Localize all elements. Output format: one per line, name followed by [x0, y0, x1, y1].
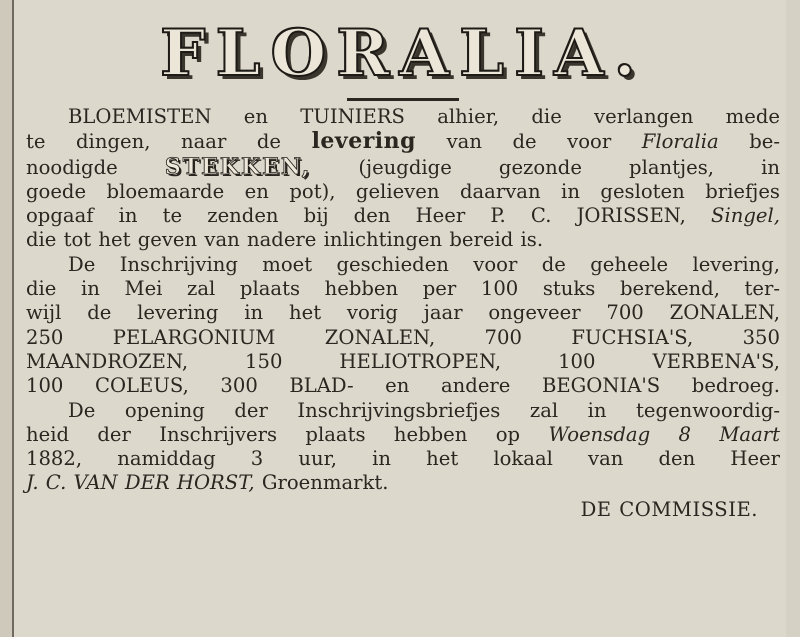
- paragraph-3: [26, 399, 780, 496]
- emphasis-levering: levering: [311, 128, 417, 155]
- text-span: BLOEMISTEN en TUINIERS alhier, die verlangen mede: [68, 105, 780, 128]
- text-span: Groenmarkt.: [261, 471, 389, 495]
- text-span: van de voor: [446, 130, 612, 154]
- paragraph-2: [26, 253, 780, 399]
- italic-day: 8: [678, 422, 691, 446]
- text-line-last: [26, 228, 780, 252]
- emphasis-stekken: STEKKEN,: [164, 153, 312, 180]
- text-span: noodigde: [26, 155, 118, 179]
- text-span: die tot het geven van nadere inlichtingen bereid is.: [26, 228, 544, 252]
- text-line: [26, 374, 780, 398]
- italic-name: J. C. VAN DER HORST,: [26, 471, 255, 495]
- ad-body: [26, 105, 780, 522]
- text-span: heid der Inschrijvers plaats hebben op: [26, 422, 521, 446]
- italic-woensdag: Woensdag: [548, 422, 651, 446]
- adjacent-column-edge: [0, 0, 14, 637]
- adjacent-column-bleed: [786, 0, 800, 637]
- text-span: (jeugdige gezonde plantjes, in: [358, 155, 780, 179]
- italic-floralia: Floralia: [641, 130, 719, 154]
- text-line: [26, 105, 780, 129]
- text-span: wijl de levering in het vorig jaar ongeveer 700 ZONALEN,: [26, 301, 780, 325]
- text-line: [26, 326, 780, 350]
- italic-singel: Singel,: [711, 204, 780, 228]
- text-line: [26, 253, 780, 277]
- text-line: [26, 399, 780, 423]
- text-line: [26, 301, 780, 325]
- text-line: [26, 447, 780, 471]
- title-rule: [347, 98, 459, 101]
- text-span: opgaaf in te zenden bij den Heer P. C. JORISSEN,: [26, 204, 686, 228]
- text-line: [26, 180, 780, 204]
- text-line: [26, 350, 780, 374]
- signature: DE COMMISSIE.: [580, 497, 758, 521]
- text-line: [26, 277, 780, 301]
- text-span: De Inschrijving moet geschieden voor de geheele levering,: [68, 252, 780, 276]
- text-line: [26, 423, 780, 447]
- ad-title: FLORALIA.: [160, 16, 646, 91]
- text-span: die in Mei zal plaats hebben per 100 stuks berekend, ter-: [26, 277, 780, 301]
- paragraph-1: [26, 105, 780, 253]
- text-line-last: [26, 471, 780, 495]
- text-line: [26, 129, 780, 154]
- italic-maart: Maart: [719, 422, 781, 446]
- text-span: De opening der Inschrijvingsbriefjes zal in tegenwoordig-: [68, 398, 780, 422]
- advertisement: [26, 12, 780, 627]
- text-line: [26, 204, 780, 228]
- text-span: te dingen, naar de: [26, 130, 282, 154]
- text-span: 250 PELARGONIUM ZONALEN, 700 FUCHSIA'S, 350: [26, 325, 780, 349]
- text-span: MAANDROZEN, 150 HELIOTROPEN, 100 VERBENA'S,: [26, 349, 780, 373]
- text-span: goede bloemaarde en pot), gelieven daarvan in gesloten briefjes: [26, 179, 780, 203]
- text-span: 100 COLEUS, 300 BLAD- en andere BEGONIA'S bedroeg.: [26, 374, 780, 398]
- text-span: 1882, namiddag 3 uur, in het lokaal van den Heer: [26, 447, 780, 471]
- text-span: be-: [749, 130, 780, 154]
- text-line: [26, 155, 780, 180]
